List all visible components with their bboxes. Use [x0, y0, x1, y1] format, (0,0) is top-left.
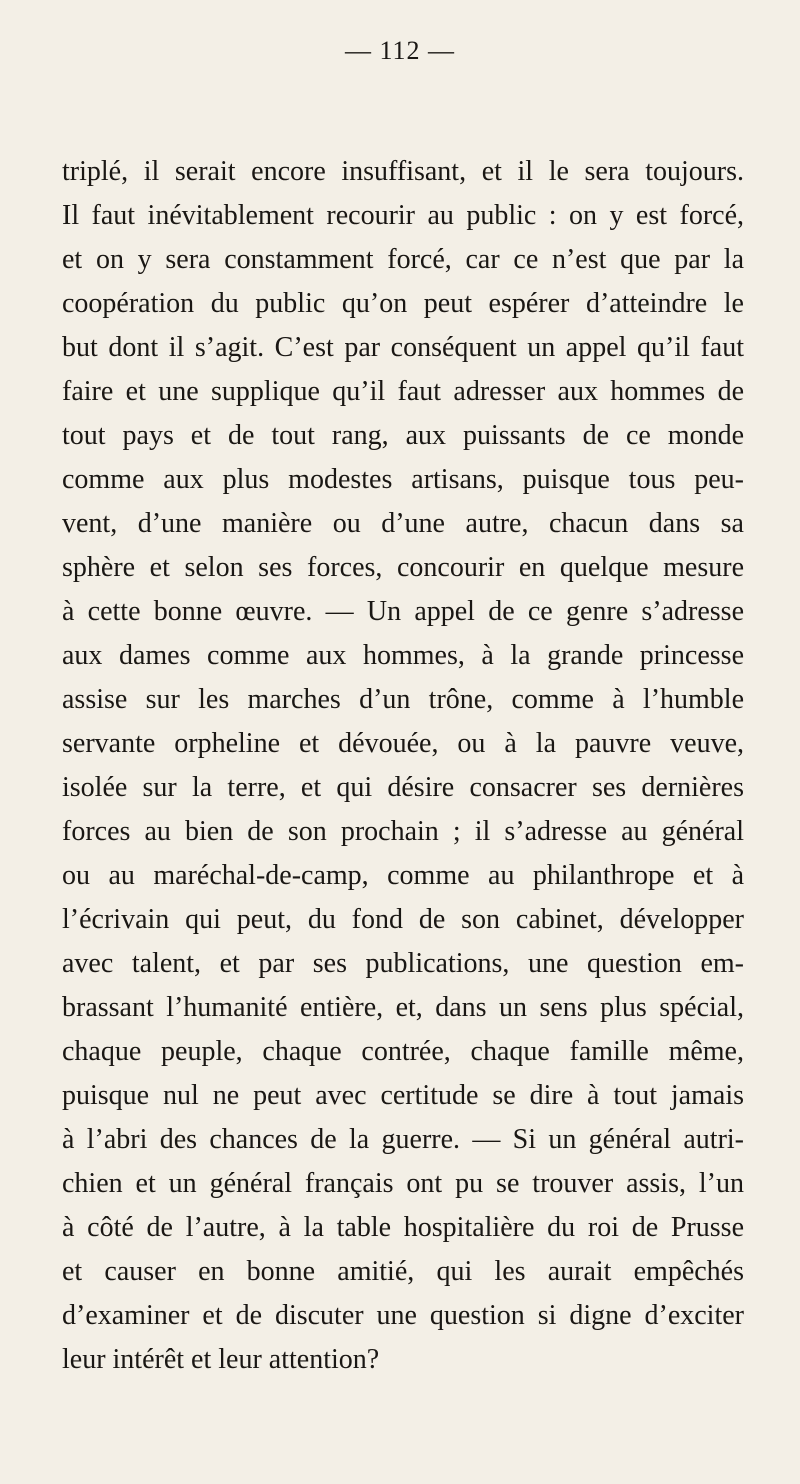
- text-line: tout pays et de tout rang, aux puissants de ce monde: [62, 420, 744, 451]
- text-line: Il faut inévitablement recourir au public : on y est forcé,: [62, 200, 744, 231]
- text-line: sphère et selon ses forces, concourir en quelque mesure: [62, 552, 744, 583]
- text-line: d’examiner et de discuter une question si digne d’exciter: [62, 1300, 744, 1331]
- text-line: à cette bonne œuvre. — Un appel de ce genre s’adresse: [62, 596, 744, 627]
- body-text: [62, 150, 744, 1382]
- text-line: brassant l’humanité entière, et, dans un sens plus spécial,: [62, 992, 744, 1023]
- text-line: chien et un général français ont pu se trouver assis, l’un: [62, 1168, 744, 1199]
- text-line: et causer en bonne amitié, qui les aurait empêchés: [62, 1256, 744, 1287]
- text-line: coopération du public qu’on peut espérer d’atteindre le: [62, 288, 744, 319]
- page-number: — 112 —: [344, 36, 456, 65]
- text-line: aux dames comme aux hommes, à la grande princesse: [62, 640, 744, 671]
- text-line: leur intérêt et leur attention?: [62, 1344, 380, 1375]
- text-line: ou au maréchal-de-camp, comme au philanthrope et à: [62, 860, 744, 891]
- text-line: l’écrivain qui peut, du fond de son cabinet, développer: [62, 904, 744, 935]
- text-line: vent, d’une manière ou d’une autre, chacun dans sa: [62, 508, 744, 539]
- text-line: forces au bien de son prochain ; il s’adresse au général: [62, 816, 744, 847]
- text-line: triplé, il serait encore insuffisant, et il le sera toujours.: [62, 156, 744, 187]
- text-line: servante orpheline et dévouée, ou à la pauvre veuve,: [62, 728, 744, 759]
- text-line: but dont il s’agit. C’est par conséquent un appel qu’il faut: [62, 332, 744, 363]
- text-line: avec talent, et par ses publications, une question em-: [62, 948, 744, 979]
- text-line: et on y sera constamment forcé, car ce n’est que par la: [62, 244, 744, 275]
- text-line: chaque peuple, chaque contrée, chaque famille même,: [62, 1036, 744, 1067]
- text-line: faire et une supplique qu’il faut adresser aux hommes de: [62, 376, 744, 407]
- text-line: assise sur les marches d’un trône, comme à l’humble: [62, 684, 744, 715]
- text-line: à côté de l’autre, à la table hospitalière du roi de Prusse: [62, 1212, 744, 1243]
- text-line: comme aux plus modestes artisans, puisque tous peu-: [62, 464, 744, 495]
- text-line: isolée sur la terre, et qui désire consacrer ses dernières: [62, 772, 744, 803]
- text-line: à l’abri des chances de la guerre. — Si un général autri-: [62, 1124, 744, 1155]
- text-line: puisque nul ne peut avec certitude se dire à tout jamais: [62, 1080, 744, 1111]
